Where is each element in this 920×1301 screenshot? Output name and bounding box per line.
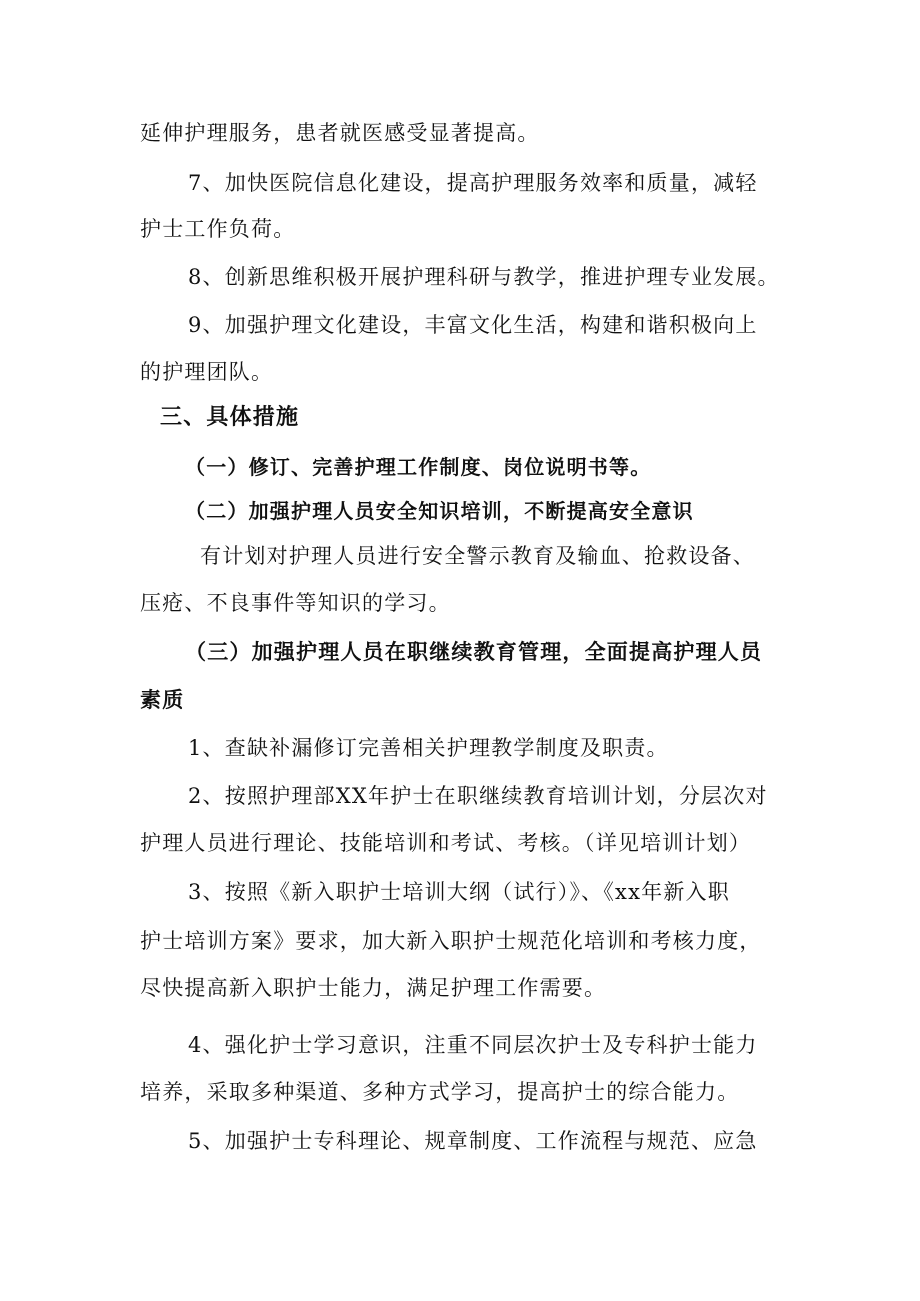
paragraph-line: 9、加强护理文化建设，丰富文化生活，构建和谐积极向上 [188,313,758,337]
paragraph-line: 护士培训方案》要求，加大新入职护士规范化培训和考核力度， [140,929,762,953]
paragraph-line: 3、按照《新入职护士培训大纲（试行）》、《xx年新入职 [188,880,730,904]
paragraph-line: 压疮、不良事件等知识的学习。 [140,591,451,615]
paragraph-line: 的护理团队。 [140,360,274,384]
paragraph-line: 7、加快医院信息化建设，提高护理服务效率和质量，减轻 [188,171,758,195]
paragraph-line: 护士工作负荷。 [140,217,296,241]
paragraph-line: 有计划对护理人员进行安全警示教育及输血、抢救设备、 [200,544,755,568]
paragraph-line: 延伸护理服务，患者就医感受显著提高。 [140,121,540,145]
paragraph-line: 1、查缺补漏修订完善相关护理教学制度及职责。 [188,736,669,760]
paragraph-line: 培养，采取多种渠道、多种方式学习，提高护士的综合能力。 [140,1080,740,1104]
paragraph-line: 2、按照护理部XX年护士在职继续教育培训计划，分层次对 [188,784,768,808]
section-heading: 三、具体措施 [160,405,300,430]
subheading-line: 素质 [140,688,185,712]
paragraph-line: 尽快提高新入职护士能力，满足护理工作需要。 [140,976,607,1000]
paragraph-line: 5、加强护士专科理论、规章制度、工作流程与规范、应急 [188,1129,758,1153]
subheading-line: （三）加强护理人员在职继续教育管理，全面提高护理人员 [185,640,763,664]
paragraph-line: 护理人员进行理论、技能培训和考试、考核。（详见培训计划） [140,831,752,855]
subheading-line: （二）加强护理人员安全知识培训，不断提高安全意识 [185,499,694,523]
paragraph-line: 4、强化护士学习意识，注重不同层次护士及专科护士能力 [188,1033,758,1057]
paragraph-line: 8、创新思维积极开展护理科研与教学，推进护理专业发展。 [188,265,780,289]
subheading-line: （一）修订、完善护理工作制度、岗位说明书等。 [185,455,652,479]
